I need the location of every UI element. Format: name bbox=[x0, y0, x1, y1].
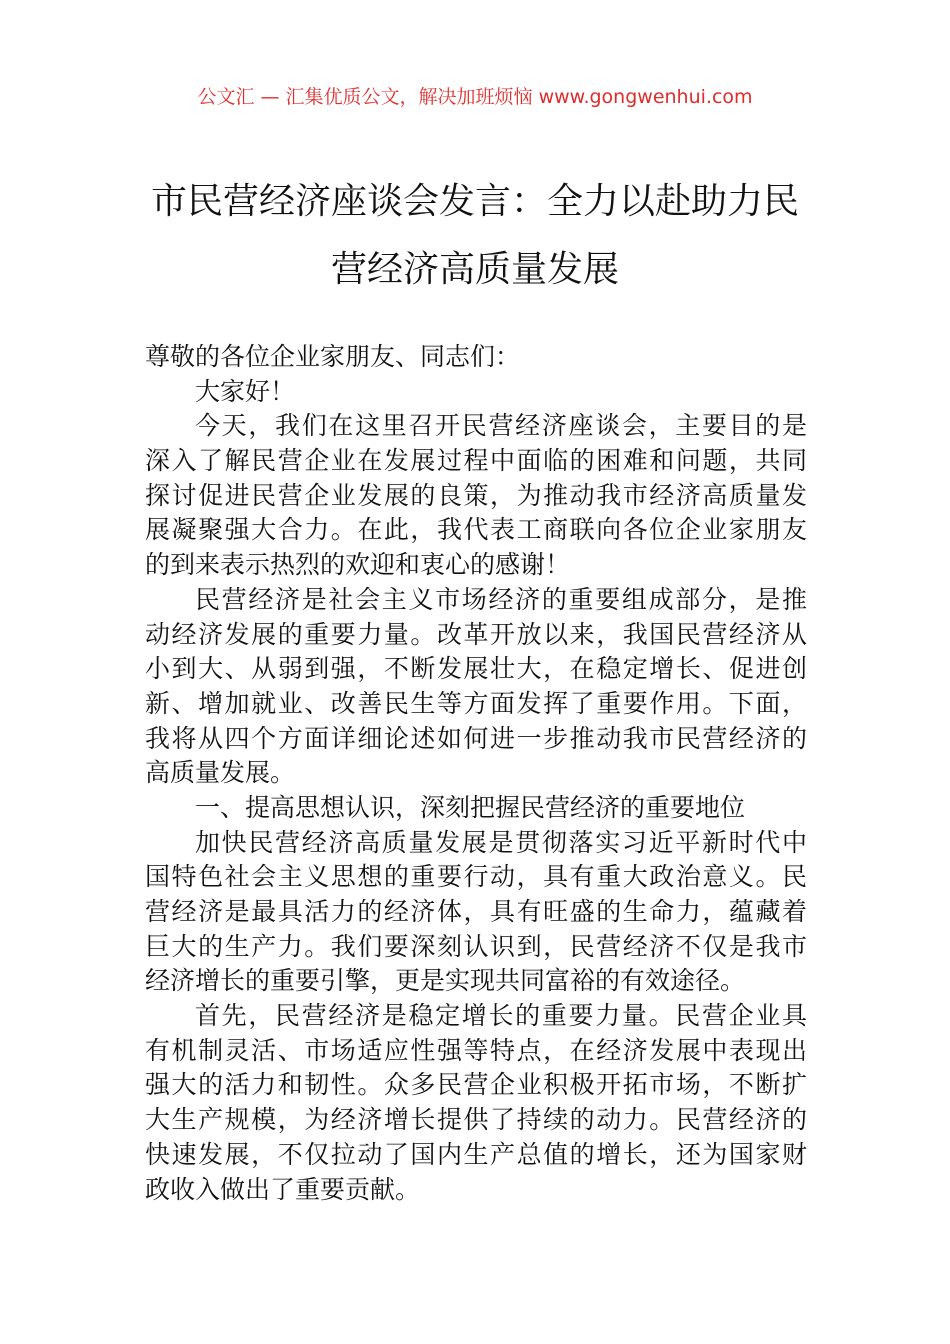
paragraph bbox=[145, 583, 807, 791]
text-line: 营经济是最具活力的经济体，具有旺盛的生命力，蕴藏着 bbox=[145, 897, 807, 926]
text-line: 展凝聚强大合力。在此，我代表工商联向各位企业家朋友 bbox=[145, 515, 807, 545]
text-line: 民营经济是社会主义市场经济的重要组成部分，是推 bbox=[195, 584, 807, 614]
paragraph bbox=[145, 340, 807, 375]
text-line: 快速发展，不仅拉动了国内生产总值的增长，还为国家财 bbox=[145, 1139, 807, 1169]
paragraph bbox=[145, 826, 807, 999]
document-body bbox=[145, 340, 807, 1207]
text-line: 加快民营经济高质量发展是贯彻落实习近平新时代中 bbox=[195, 827, 807, 857]
text-line: 巨大的生产力。我们要深刻认识到，民营经济不仅是我市 bbox=[145, 931, 807, 961]
watermark-banner: 公文汇 — 汇集优质公文，解决加班烦恼 www.gongwenhui.com bbox=[197, 86, 753, 108]
text-line: 探讨促进民营企业发展的良策，为推动我市经济高质量发 bbox=[145, 480, 807, 510]
paragraph bbox=[145, 999, 807, 1207]
text-line: 政收入做出了重要贡献。 bbox=[145, 1174, 421, 1204]
document-title-line-2: 营经济高质量发展 bbox=[330, 249, 619, 290]
text-line: 首先，民营经济是稳定增长的重要力量。民营企业具 bbox=[195, 1001, 807, 1031]
text-line: 小到大、从弱到强，不断发展壮大，在稳定增长、促进创 bbox=[145, 654, 807, 684]
text-line: 新、增加就业、改善民生等方面发挥了重要作用。下面， bbox=[145, 688, 807, 718]
paragraph bbox=[145, 791, 807, 826]
text-line: 一、提高思想认识，深刻把握民营经济的重要地位 bbox=[195, 792, 746, 822]
text-line: 今天，我们在这里召开民营经济座谈会，主要目的是 bbox=[195, 411, 807, 441]
document-title-line-1: 市民营经济座谈会发言：全力以赴助力民 bbox=[150, 181, 799, 222]
text-line: 尊敬的各位企业家朋友、同志们： bbox=[145, 342, 521, 371]
paragraph bbox=[145, 409, 807, 582]
text-line: 大生产规模，为经济增长提供了持续的动力。民营经济的 bbox=[145, 1105, 807, 1135]
text-line: 经济增长的重要引擎，更是实现共同富裕的有效途径。 bbox=[145, 966, 746, 996]
text-line: 我将从四个方面详细论述如何进一步推动我市民营经济的 bbox=[145, 723, 807, 753]
text-line: 深入了解民营企业在发展过程中面临的困难和问题，共同 bbox=[145, 446, 807, 476]
text-line: 的到来表示热烈的欢迎和衷心的感谢！ bbox=[145, 550, 571, 580]
text-line: 动经济发展的重要力量。改革开放以来，我国民营经济从 bbox=[145, 619, 807, 649]
text-line: 大家好！ bbox=[195, 376, 296, 406]
text-line: 强大的活力和韧性。众多民营企业积极开拓市场，不断扩 bbox=[145, 1070, 807, 1100]
paragraph bbox=[145, 375, 807, 410]
text-line: 高质量发展。 bbox=[145, 758, 296, 788]
text-line: 国特色社会主义思想的重要行动，具有重大政治意义。民 bbox=[145, 862, 807, 892]
text-line: 有机制灵活、市场适应性强等特点，在经济发展中表现出 bbox=[145, 1035, 807, 1065]
